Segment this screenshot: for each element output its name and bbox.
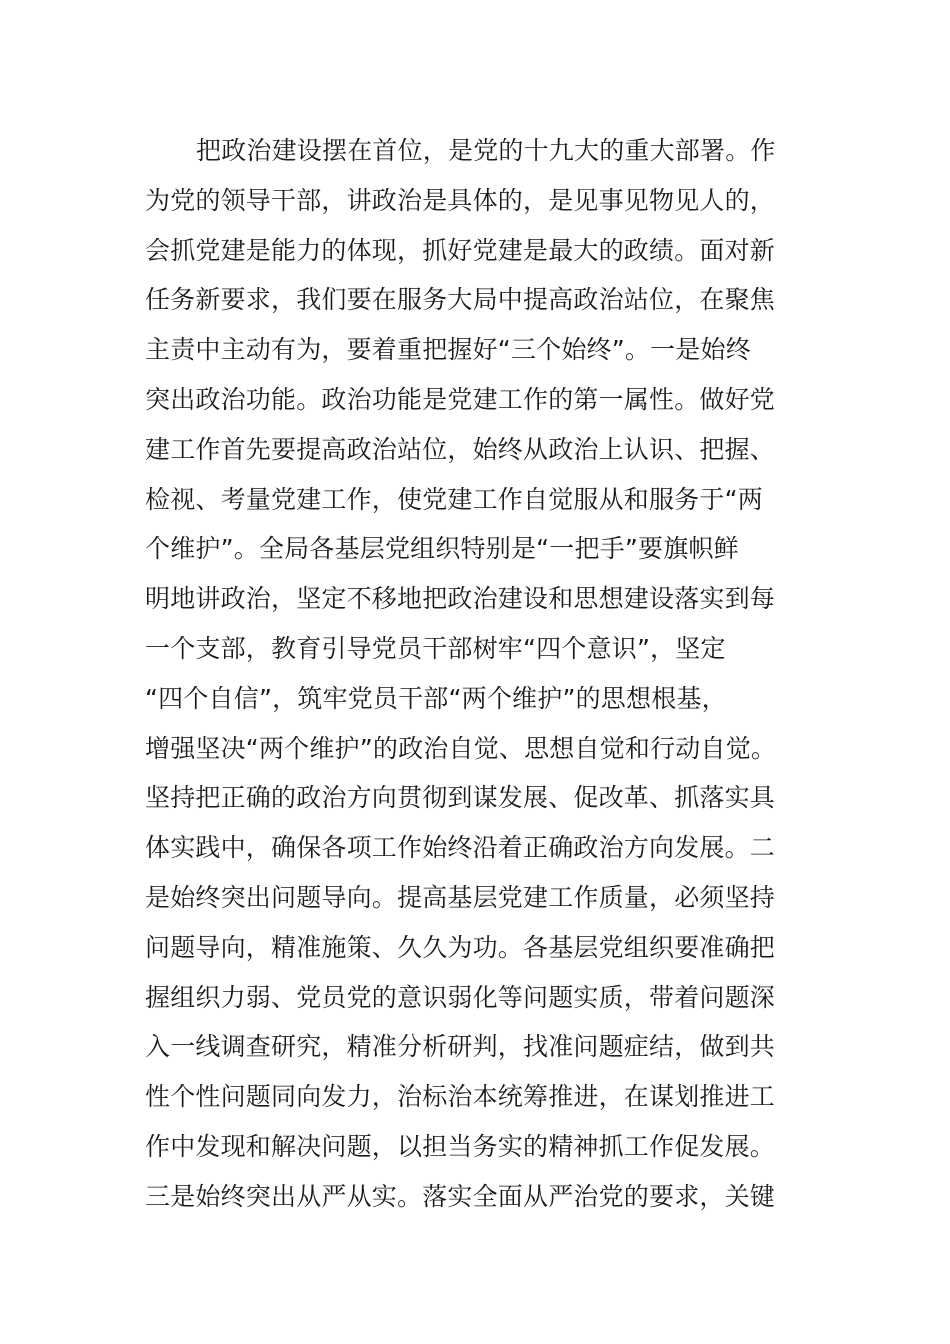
paragraph-line: 任务新要求，我们要在服务大局中提高政治站位，在聚焦	[145, 285, 776, 315]
body-paragraph	[145, 126, 825, 1222]
paragraph-line: 增强坚决“两个维护”的政治自觉、思想自觉和行动自觉。	[145, 733, 777, 763]
paragraph-line: 握组织力弱、党员党的意识弱化等问题实质，带着问题深	[145, 982, 776, 1012]
paragraph-line: 为党的领导干部，讲政治是具体的，是见事见物见人的，	[145, 185, 776, 215]
paragraph-line: 作中发现和解决问题，以担当务实的精神抓工作促发展。	[145, 1131, 776, 1161]
paragraph-line: 入一线调查研究，精准分析研判，找准问题症结，做到共	[145, 1032, 776, 1062]
paragraph-line: 性个性问题同向发力，治标治本统筹推进，在谋划推进工	[145, 1082, 776, 1112]
paragraph-line: 个维护”。全局各基层党组织特别是“一把手”要旗帜鲜	[145, 534, 739, 564]
paragraph-line: “四个自信”，筑牢党员干部“两个维护”的思想根基，	[145, 683, 727, 713]
paragraph-line: 是始终突出问题导向。提高基层党建工作质量，必须坚持	[145, 882, 776, 912]
paragraph-line: 问题导向，精准施策、久久为功。各基层党组织要准确把	[145, 932, 776, 962]
paragraph-line: 会抓党建是能力的体现，抓好党建是最大的政绩。面对新	[145, 235, 776, 265]
paragraph-line: 明地讲政治，坚定不移地把政治建设和思想建设落实到每	[145, 584, 776, 614]
paragraph-line: 检视、考量党建工作，使党建工作自觉服从和服务于“两	[145, 484, 763, 514]
paragraph-line: 三是始终突出从严从实。落实全面从严治党的要求，关键	[145, 1181, 776, 1211]
paragraph-line: 坚持把正确的政治方向贯彻到谋发展、促改革、抓落实具	[145, 783, 776, 813]
paragraph-line: 一个支部，教育引导党员干部树牢“四个意识”，坚定	[145, 633, 726, 663]
paragraph-line: 主责中主动有为，要着重把握好“三个始终”。一是始终	[145, 335, 751, 365]
paragraph-line: 体实践中，确保各项工作始终沿着正确政治方向发展。二	[145, 833, 776, 863]
paragraph-line: 把政治建设摆在首位，是党的十九大的重大部署。作	[196, 136, 776, 165]
paragraph-line: 建工作首先要提高政治站位，始终从政治上认识、把握、	[145, 434, 776, 464]
paragraph-line: 突出政治功能。政治功能是党建工作的第一属性。做好党	[145, 384, 776, 414]
